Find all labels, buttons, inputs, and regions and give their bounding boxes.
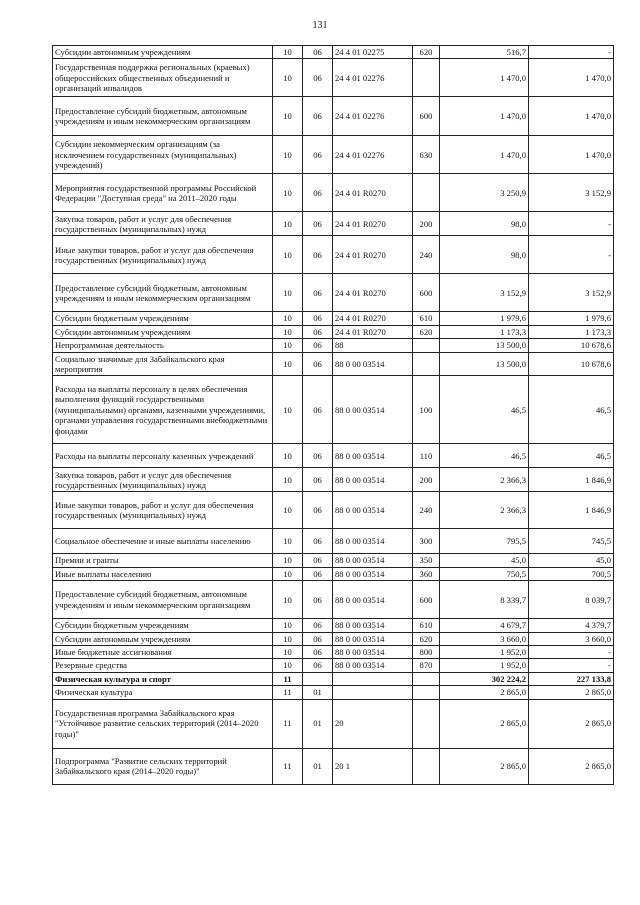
row-amount-2: 3 660,0 bbox=[529, 632, 614, 645]
row-amount-2: - bbox=[529, 212, 614, 236]
row-amount-1: 2 366,3 bbox=[440, 492, 529, 529]
row-name: Иные бюджетные ассигнования bbox=[53, 646, 273, 659]
row-subsection: 06 bbox=[303, 59, 333, 97]
table-row bbox=[53, 59, 614, 97]
row-target-article: 88 0 00 03514 bbox=[333, 352, 413, 376]
row-target-article: 88 0 00 03514 bbox=[333, 632, 413, 645]
row-amount-1: 3 152,9 bbox=[440, 274, 529, 312]
row-section: 10 bbox=[273, 554, 303, 567]
row-amount-1: 516,7 bbox=[440, 46, 529, 59]
row-section: 11 bbox=[273, 672, 303, 685]
row-target-article: 24 4 01 02276 bbox=[333, 59, 413, 97]
row-section: 10 bbox=[273, 97, 303, 136]
row-expense-type: 620 bbox=[413, 632, 440, 645]
row-section: 11 bbox=[273, 748, 303, 784]
row-section: 10 bbox=[273, 529, 303, 554]
row-section: 10 bbox=[273, 46, 303, 59]
row-expense-type bbox=[413, 339, 440, 352]
row-section: 10 bbox=[273, 274, 303, 312]
row-amount-1: 1 470,0 bbox=[440, 136, 529, 174]
row-amount-1: 3 660,0 bbox=[440, 632, 529, 645]
budget-table bbox=[52, 45, 614, 785]
row-amount-2: 1 846,9 bbox=[529, 492, 614, 529]
row-section: 10 bbox=[273, 659, 303, 672]
row-subsection: 06 bbox=[303, 659, 333, 672]
row-section: 10 bbox=[273, 59, 303, 97]
row-expense-type bbox=[413, 59, 440, 97]
row-expense-type: 110 bbox=[413, 444, 440, 468]
row-subsection: 06 bbox=[303, 174, 333, 212]
row-target-article: 88 0 00 03514 bbox=[333, 492, 413, 529]
row-amount-1: 795,5 bbox=[440, 529, 529, 554]
row-amount-2: 1 470,0 bbox=[529, 59, 614, 97]
table-row bbox=[53, 581, 614, 619]
row-amount-2: 3 152,9 bbox=[529, 274, 614, 312]
row-target-article bbox=[333, 686, 413, 699]
table-row bbox=[53, 136, 614, 174]
row-target-article: 24 4 01 R0270 bbox=[333, 174, 413, 212]
row-subsection: 06 bbox=[303, 632, 333, 645]
row-subsection: 06 bbox=[303, 492, 333, 529]
row-name: Физическая культура bbox=[53, 686, 273, 699]
row-amount-1: 750,5 bbox=[440, 567, 529, 580]
table-row bbox=[53, 646, 614, 659]
row-expense-type: 200 bbox=[413, 212, 440, 236]
row-target-article: 88 0 00 03514 bbox=[333, 554, 413, 567]
row-expense-type: 610 bbox=[413, 312, 440, 325]
table-row bbox=[53, 46, 614, 59]
row-amount-2: 227 133,8 bbox=[529, 672, 614, 685]
row-name: Социальное обеспечение и иные выплаты населению bbox=[53, 529, 273, 554]
table-row bbox=[53, 672, 614, 685]
row-amount-1: 1 470,0 bbox=[440, 97, 529, 136]
row-amount-2: - bbox=[529, 659, 614, 672]
row-amount-1: 302 224,2 bbox=[440, 672, 529, 685]
row-expense-type: 360 bbox=[413, 567, 440, 580]
row-subsection: 06 bbox=[303, 581, 333, 619]
table-row bbox=[53, 97, 614, 136]
row-amount-1: 1 952,0 bbox=[440, 646, 529, 659]
row-amount-2: 3 152,9 bbox=[529, 174, 614, 212]
row-target-article: 88 0 00 03514 bbox=[333, 567, 413, 580]
row-amount-1: 2 865,0 bbox=[440, 686, 529, 699]
row-amount-1: 1 470,0 bbox=[440, 59, 529, 97]
table-row bbox=[53, 468, 614, 492]
row-subsection: 01 bbox=[303, 748, 333, 784]
row-target-article: 88 0 00 03514 bbox=[333, 444, 413, 468]
row-subsection: 01 bbox=[303, 686, 333, 699]
table-row bbox=[53, 529, 614, 554]
row-amount-1: 8 339,7 bbox=[440, 581, 529, 619]
row-amount-1: 3 250,9 bbox=[440, 174, 529, 212]
row-name: Резервные средства bbox=[53, 659, 273, 672]
row-expense-type: 600 bbox=[413, 274, 440, 312]
row-target-article: 88 0 00 03514 bbox=[333, 376, 413, 444]
row-subsection: 06 bbox=[303, 212, 333, 236]
row-name: Иные закупки товаров, работ и услуг для обеспечения государственных (муниципальных) нужд bbox=[53, 236, 273, 274]
table-row bbox=[53, 699, 614, 748]
row-amount-2: 10 678,6 bbox=[529, 352, 614, 376]
row-amount-2: 46,5 bbox=[529, 444, 614, 468]
table-row bbox=[53, 632, 614, 645]
table-row bbox=[53, 325, 614, 338]
row-subsection: 06 bbox=[303, 376, 333, 444]
row-expense-type bbox=[413, 748, 440, 784]
row-name: Закупка товаров, работ и услуг для обеспечения государственных (муниципальных) нужд bbox=[53, 468, 273, 492]
row-target-article: 24 4 01 R0270 bbox=[333, 312, 413, 325]
row-subsection: 06 bbox=[303, 339, 333, 352]
row-amount-1: 2 865,0 bbox=[440, 748, 529, 784]
row-name: Предоставление субсидий бюджетным, автономным учреждениям и иным некоммерческим организациям bbox=[53, 581, 273, 619]
row-amount-1: 98,0 bbox=[440, 236, 529, 274]
row-subsection: 06 bbox=[303, 325, 333, 338]
table-row bbox=[53, 339, 614, 352]
row-amount-1: 13 500,0 bbox=[440, 339, 529, 352]
row-expense-type bbox=[413, 699, 440, 748]
row-target-article: 24 4 01 R0270 bbox=[333, 236, 413, 274]
row-amount-2: 1 173,3 bbox=[529, 325, 614, 338]
row-amount-1: 45,0 bbox=[440, 554, 529, 567]
row-name: Социально значимые для Забайкальского края мероприятия bbox=[53, 352, 273, 376]
row-section: 10 bbox=[273, 492, 303, 529]
row-amount-2: 1 979,6 bbox=[529, 312, 614, 325]
row-section: 10 bbox=[273, 646, 303, 659]
row-subsection: 06 bbox=[303, 554, 333, 567]
row-target-article: 88 0 00 03514 bbox=[333, 659, 413, 672]
row-expense-type bbox=[413, 672, 440, 685]
row-amount-1: 1 952,0 bbox=[440, 659, 529, 672]
row-name: Мероприятия государственной программы Российской Федерации "Доступная среда" на 2011–2020 годы bbox=[53, 174, 273, 212]
row-name: Предоставление субсидий бюджетным, автономным учреждениям и иным некоммерческим организациям bbox=[53, 274, 273, 312]
row-name: Субсидии автономным учреждениям bbox=[53, 46, 273, 59]
row-expense-type: 600 bbox=[413, 97, 440, 136]
row-name: Иные выплаты населению bbox=[53, 567, 273, 580]
row-target-article: 24 4 01 02275 bbox=[333, 46, 413, 59]
row-section: 10 bbox=[273, 325, 303, 338]
table-row bbox=[53, 444, 614, 468]
page-number: 131 bbox=[312, 20, 328, 31]
row-expense-type: 200 bbox=[413, 468, 440, 492]
row-target-article: 88 0 00 03514 bbox=[333, 468, 413, 492]
row-target-article: 24 4 01 02276 bbox=[333, 97, 413, 136]
row-amount-2: - bbox=[529, 646, 614, 659]
row-section: 11 bbox=[273, 699, 303, 748]
row-amount-2: 1 470,0 bbox=[529, 97, 614, 136]
row-expense-type: 240 bbox=[413, 492, 440, 529]
row-subsection: 06 bbox=[303, 274, 333, 312]
row-target-article bbox=[333, 672, 413, 685]
row-expense-type: 630 bbox=[413, 136, 440, 174]
row-subsection: 06 bbox=[303, 97, 333, 136]
row-target-article: 20 bbox=[333, 699, 413, 748]
row-subsection: 06 bbox=[303, 567, 333, 580]
row-expense-type: 620 bbox=[413, 325, 440, 338]
row-subsection: 06 bbox=[303, 312, 333, 325]
row-subsection: 06 bbox=[303, 352, 333, 376]
table-row bbox=[53, 174, 614, 212]
row-amount-1: 2 865,0 bbox=[440, 699, 529, 748]
row-target-article: 24 4 01 R0270 bbox=[333, 325, 413, 338]
row-name: Расходы на выплаты персоналу казенных учреждений bbox=[53, 444, 273, 468]
row-amount-2: 700,5 bbox=[529, 567, 614, 580]
row-section: 10 bbox=[273, 444, 303, 468]
row-expense-type bbox=[413, 686, 440, 699]
row-subsection: 06 bbox=[303, 646, 333, 659]
row-name: Государственная поддержка региональных (краевых) общероссийских общественных объединений и организаций инвалидов bbox=[53, 59, 273, 97]
row-amount-2: 46,5 bbox=[529, 376, 614, 444]
row-amount-2: 4 379,7 bbox=[529, 619, 614, 632]
row-name: Субсидии некоммерческим организациям (за исключением государственных (муниципальных) учреждений) bbox=[53, 136, 273, 174]
row-target-article: 24 4 01 R0270 bbox=[333, 212, 413, 236]
table-body bbox=[53, 46, 614, 785]
row-target-article: 88 0 00 03514 bbox=[333, 619, 413, 632]
row-name: Расходы на выплаты персоналу в целях обеспечения выполнения функций государственными (муниципальными) органами, казенными учреждениями, органами управления государственными внебюджетными фондами bbox=[53, 376, 273, 444]
row-name: Предоставление субсидий бюджетным, автономным учреждениям и иным некоммерческим организациям bbox=[53, 97, 273, 136]
row-amount-2: - bbox=[529, 236, 614, 274]
row-amount-2: 10 678,6 bbox=[529, 339, 614, 352]
table-row bbox=[53, 312, 614, 325]
table-row bbox=[53, 376, 614, 444]
row-name: Субсидии бюджетным учреждениям bbox=[53, 619, 273, 632]
row-expense-type: 100 bbox=[413, 376, 440, 444]
row-amount-1: 1 979,6 bbox=[440, 312, 529, 325]
row-subsection: 01 bbox=[303, 699, 333, 748]
row-amount-1: 13 500,0 bbox=[440, 352, 529, 376]
table-row bbox=[53, 212, 614, 236]
row-name: Иные закупки товаров, работ и услуг для обеспечения государственных (муниципальных) нужд bbox=[53, 492, 273, 529]
row-amount-1: 46,5 bbox=[440, 444, 529, 468]
row-section: 10 bbox=[273, 567, 303, 580]
row-expense-type: 870 bbox=[413, 659, 440, 672]
row-expense-type: 300 bbox=[413, 529, 440, 554]
row-target-article: 88 0 00 03514 bbox=[333, 581, 413, 619]
row-target-article: 88 bbox=[333, 339, 413, 352]
row-name: Субсидии автономным учреждениям bbox=[53, 632, 273, 645]
table-row bbox=[53, 236, 614, 274]
row-subsection: 06 bbox=[303, 619, 333, 632]
row-section: 10 bbox=[273, 376, 303, 444]
row-section: 10 bbox=[273, 312, 303, 325]
row-section: 10 bbox=[273, 632, 303, 645]
row-name: Закупка товаров, работ и услуг для обеспечения государственных (муниципальных) нужд bbox=[53, 212, 273, 236]
table-row bbox=[53, 274, 614, 312]
row-amount-2: 8 039,7 bbox=[529, 581, 614, 619]
row-subsection: 06 bbox=[303, 46, 333, 59]
row-name: Премии и гранты bbox=[53, 554, 273, 567]
row-target-article: 20 1 bbox=[333, 748, 413, 784]
row-name: Физическая культура и спорт bbox=[53, 672, 273, 685]
row-name: Субсидии автономным учреждениям bbox=[53, 325, 273, 338]
row-section: 10 bbox=[273, 619, 303, 632]
row-section: 10 bbox=[273, 236, 303, 274]
row-expense-type: 600 bbox=[413, 581, 440, 619]
row-name: Субсидии бюджетным учреждениям bbox=[53, 312, 273, 325]
row-amount-2: - bbox=[529, 46, 614, 59]
table-row bbox=[53, 619, 614, 632]
row-section: 10 bbox=[273, 136, 303, 174]
table-row bbox=[53, 492, 614, 529]
row-target-article: 88 0 00 03514 bbox=[333, 529, 413, 554]
row-target-article: 24 4 01 R0270 bbox=[333, 274, 413, 312]
table-row bbox=[53, 567, 614, 580]
row-subsection: 06 bbox=[303, 444, 333, 468]
row-subsection: 06 bbox=[303, 468, 333, 492]
row-amount-2: 1 470,0 bbox=[529, 136, 614, 174]
row-amount-1: 2 366,3 bbox=[440, 468, 529, 492]
row-expense-type: 800 bbox=[413, 646, 440, 659]
row-amount-1: 4 679,7 bbox=[440, 619, 529, 632]
row-section: 11 bbox=[273, 686, 303, 699]
row-target-article: 24 4 01 02276 bbox=[333, 136, 413, 174]
row-section: 10 bbox=[273, 212, 303, 236]
row-amount-1: 1 173,3 bbox=[440, 325, 529, 338]
row-expense-type bbox=[413, 352, 440, 376]
row-amount-1: 46,5 bbox=[440, 376, 529, 444]
row-amount-2: 2 865,0 bbox=[529, 748, 614, 784]
row-target-article: 88 0 00 03514 bbox=[333, 646, 413, 659]
row-amount-2: 2 865,0 bbox=[529, 699, 614, 748]
row-subsection: 06 bbox=[303, 236, 333, 274]
row-subsection: 06 bbox=[303, 529, 333, 554]
table-row bbox=[53, 748, 614, 784]
row-subsection: 06 bbox=[303, 136, 333, 174]
row-expense-type: 610 bbox=[413, 619, 440, 632]
row-amount-1: 98,0 bbox=[440, 212, 529, 236]
row-name: Государственная программа Забайкальского края "Устойчивое развитие сельских территорий (2014–2020 годы)" bbox=[53, 699, 273, 748]
row-name: Подпрограмма "Развитие сельских территорий Забайкальского края (2014–2020 годы)" bbox=[53, 748, 273, 784]
row-amount-2: 2 865,0 bbox=[529, 686, 614, 699]
row-expense-type: 240 bbox=[413, 236, 440, 274]
row-section: 10 bbox=[273, 352, 303, 376]
row-section: 10 bbox=[273, 468, 303, 492]
row-amount-2: 45,0 bbox=[529, 554, 614, 567]
row-subsection bbox=[303, 672, 333, 685]
row-section: 10 bbox=[273, 581, 303, 619]
row-amount-2: 745,5 bbox=[529, 529, 614, 554]
row-amount-2: 1 846,9 bbox=[529, 468, 614, 492]
row-expense-type bbox=[413, 174, 440, 212]
row-expense-type: 620 bbox=[413, 46, 440, 59]
table-row bbox=[53, 554, 614, 567]
row-section: 10 bbox=[273, 339, 303, 352]
row-expense-type: 350 bbox=[413, 554, 440, 567]
row-section: 10 bbox=[273, 174, 303, 212]
table-row bbox=[53, 352, 614, 376]
table-row bbox=[53, 686, 614, 699]
table-row bbox=[53, 659, 614, 672]
row-name: Непрограммная деятельность bbox=[53, 339, 273, 352]
